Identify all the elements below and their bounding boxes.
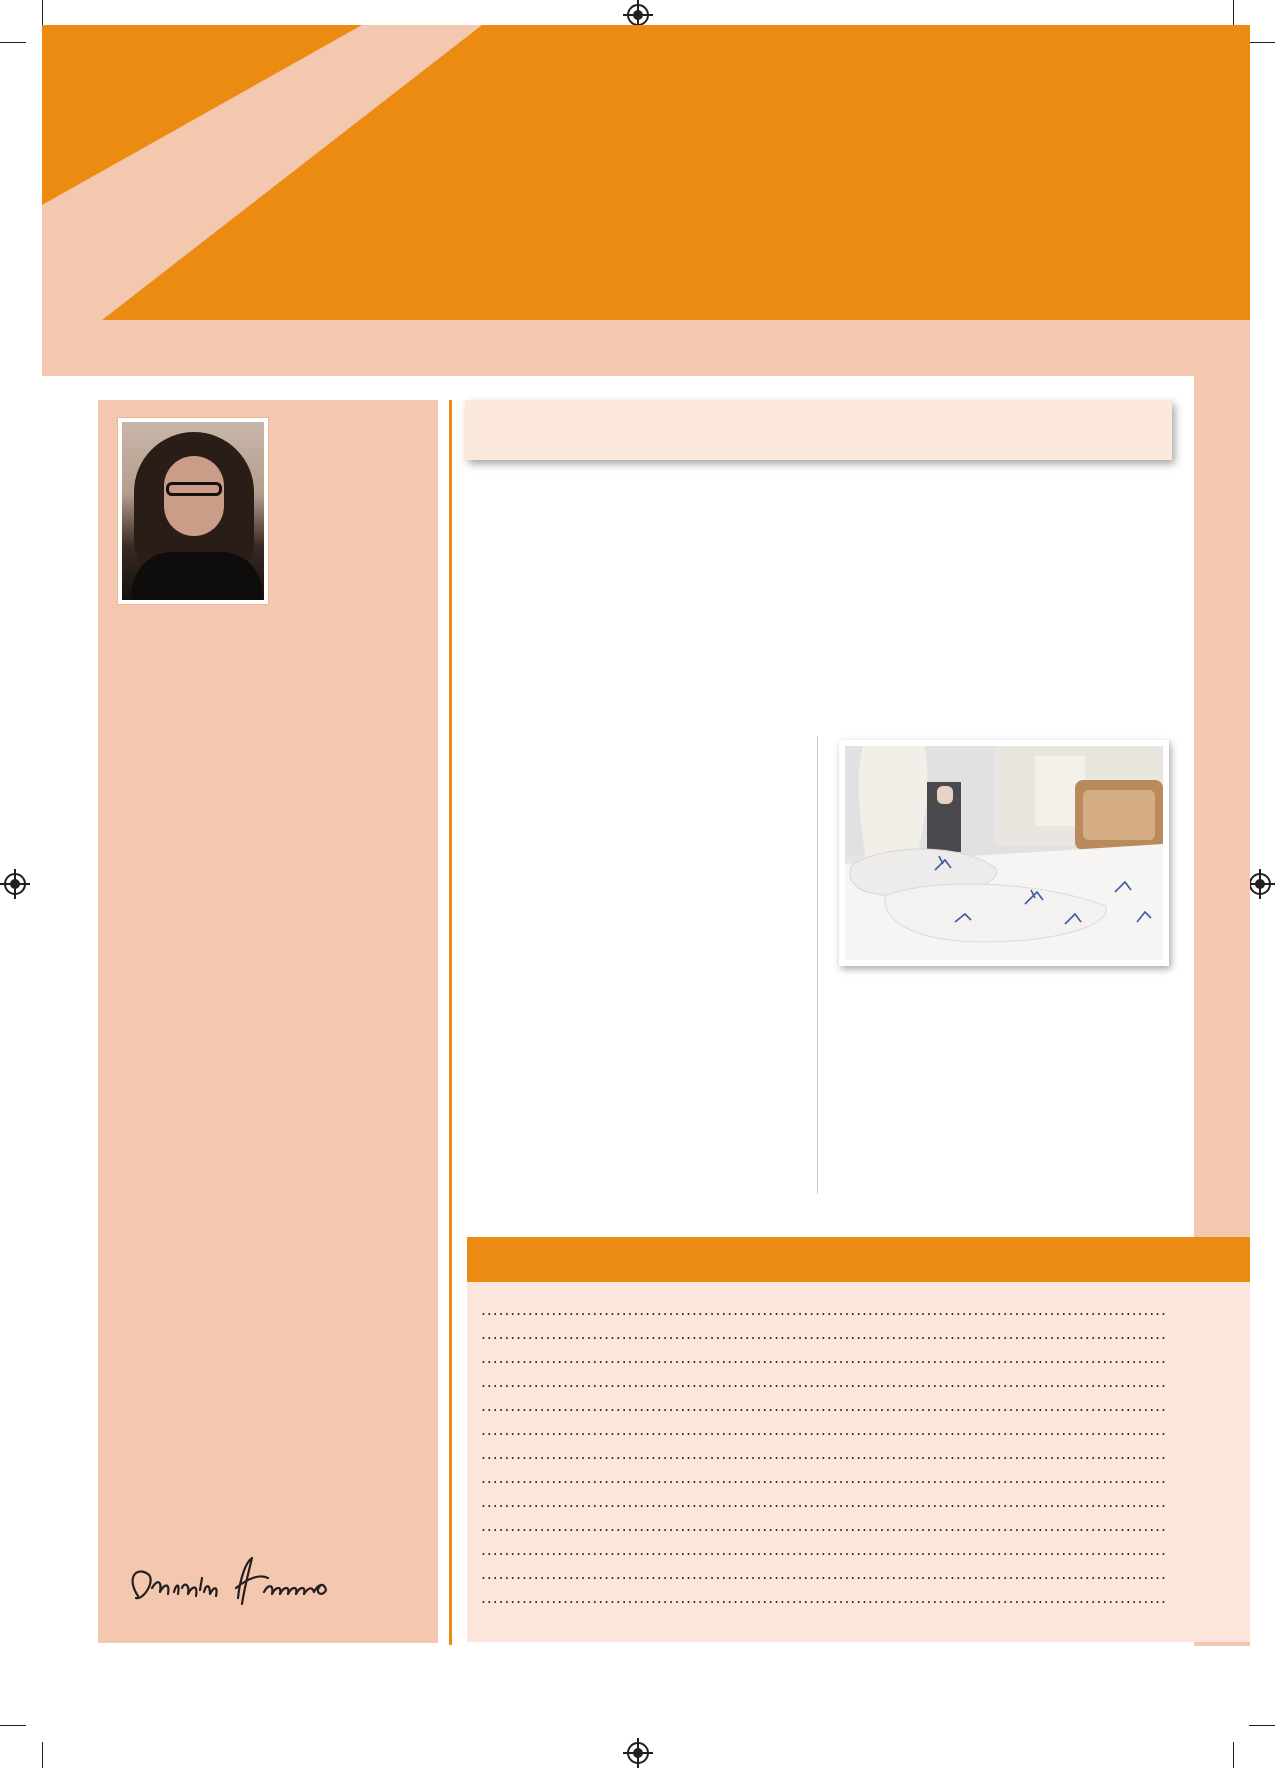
toc-leader-dots: [481, 1466, 1167, 1490]
toc-leader-dots: [481, 1490, 1167, 1514]
toc-item[interactable]: [479, 1538, 1169, 1562]
registration-mark-icon: [627, 1742, 649, 1764]
toc-list: [479, 1298, 1169, 1610]
column-divider: [817, 736, 818, 1194]
column-rule: [449, 400, 452, 1645]
registration-mark-icon: [1249, 873, 1271, 895]
header-banner: [42, 25, 1250, 320]
toc-leader-dots: [481, 1586, 1167, 1610]
registration-mark-icon: [627, 4, 649, 26]
toc-leader-dots: [481, 1538, 1167, 1562]
toc-leader-dots: [481, 1370, 1167, 1394]
crop-mark-tr-v: [1233, 0, 1234, 26]
toc-leader-dots: [481, 1346, 1167, 1370]
toc-item[interactable]: [479, 1298, 1169, 1322]
toc-item[interactable]: [479, 1394, 1169, 1418]
toc-leader-dots: [481, 1322, 1167, 1346]
glasses-icon: [166, 482, 222, 496]
stamp-diagonal-band: [42, 25, 1250, 320]
toc-item[interactable]: [479, 1490, 1169, 1514]
crop-mark-tl-v: [42, 0, 43, 26]
toc-item[interactable]: [479, 1322, 1169, 1346]
toc-item[interactable]: [479, 1442, 1169, 1466]
toc-item[interactable]: [479, 1418, 1169, 1442]
crop-mark-br-h: [1249, 1725, 1275, 1726]
bed-photo-illustration: [845, 746, 1163, 960]
crop-mark-tl-h: [0, 42, 26, 43]
toc-item[interactable]: [479, 1346, 1169, 1370]
toc-leader-dots: [481, 1514, 1167, 1538]
toc-header: [467, 1237, 1250, 1282]
crop-mark-br-v: [1233, 1742, 1234, 1768]
toc-leader-dots: [481, 1298, 1167, 1322]
toc-leader-dots: [481, 1418, 1167, 1442]
toc-item[interactable]: [479, 1586, 1169, 1610]
toc-leader-dots: [481, 1394, 1167, 1418]
handwritten-signature: [118, 1548, 358, 1618]
registration-mark-icon: [4, 873, 26, 895]
section-header-box: [465, 400, 1172, 460]
toc-item[interactable]: [479, 1514, 1169, 1538]
tagline-strip: [42, 320, 1250, 376]
author-portrait: [118, 418, 268, 604]
crop-mark-tr-h: [1249, 42, 1275, 43]
toc-item[interactable]: [479, 1466, 1169, 1490]
crop-mark-bl-h: [0, 1725, 26, 1726]
crop-mark-bl-v: [42, 1742, 43, 1768]
toc-item[interactable]: [479, 1370, 1169, 1394]
toc-leader-dots: [481, 1562, 1167, 1586]
toc-leader-dots: [481, 1442, 1167, 1466]
article-photo: [839, 740, 1169, 966]
toc-item[interactable]: [479, 1562, 1169, 1586]
